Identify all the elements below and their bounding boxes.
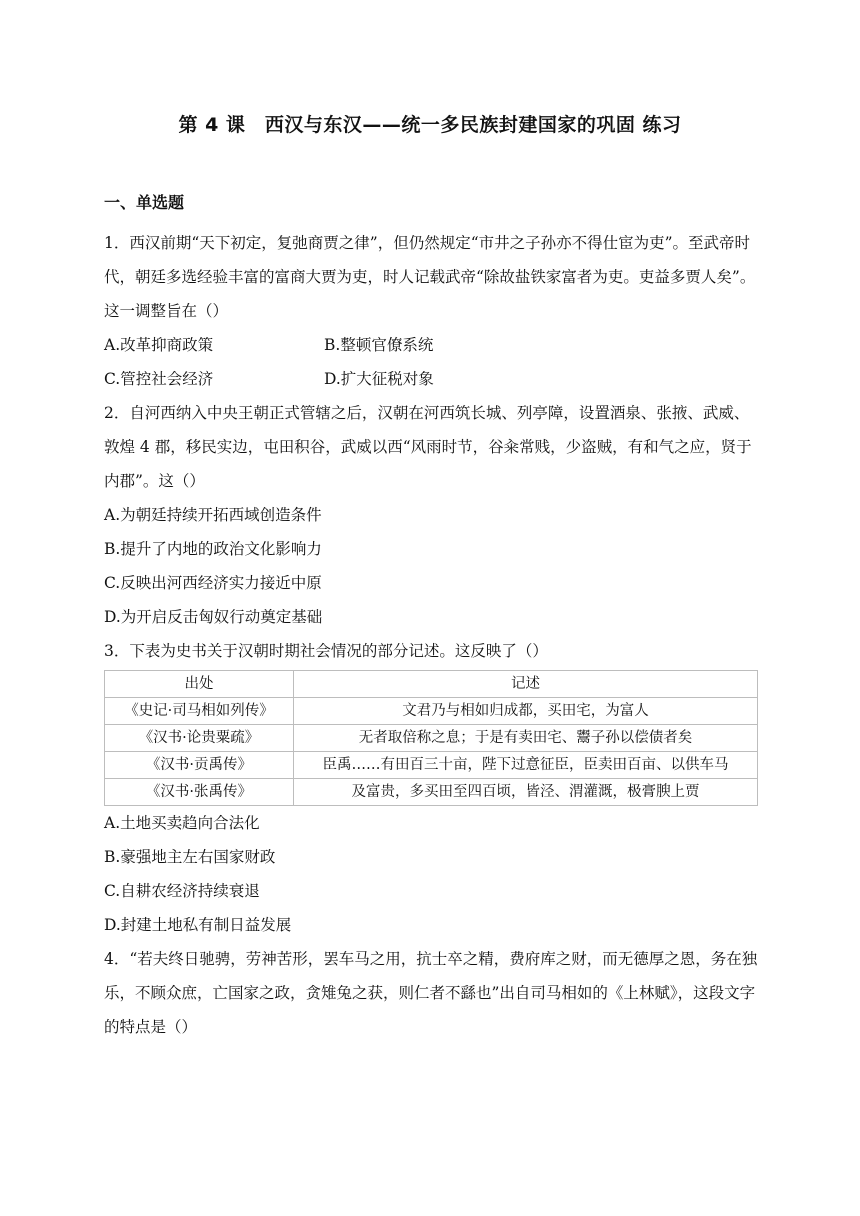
question-2 <box>104 396 760 634</box>
table-cell-text: 无者取倍称之息；于是有卖田宅、鬻子孙以偿债者矣 <box>294 725 758 752</box>
table-row <box>105 725 758 752</box>
option-b[interactable]: B.提升了内地的政治文化影响力 <box>104 540 322 558</box>
table-row <box>105 779 758 806</box>
option-d[interactable]: D.扩大征税对象 <box>324 370 434 388</box>
table-header-row <box>105 671 758 698</box>
question-list <box>104 226 760 1044</box>
option-b[interactable]: B.整顿官僚系统 <box>324 336 434 354</box>
table-row <box>105 698 758 725</box>
question-stem: 1．西汉前期“天下初定，复弛商贾之律”，但仍然规定“市井之子孙亦不得仕宦为吏”。至武帝时代，朝廷多选经验丰富的富商大贾为吏，时人记载武帝“除故盐铁家富者为吏。吏益多贾人矣”。这一调整旨在（） <box>104 234 756 320</box>
table-row <box>105 752 758 779</box>
question-stem: 3．下表为史书关于汉朝时期社会情况的部分记述。这反映了（） <box>104 642 548 660</box>
table-cell-text: 臣禹……有田百三十亩，陛下过意征臣，臣卖田百亩、以供车马 <box>294 752 758 779</box>
table-cell-text: 文君乃与相如归成都，买田宅，为富人 <box>294 698 758 725</box>
table-cell-source: 《汉书·论贵粟疏》 <box>105 725 294 752</box>
option-row <box>104 328 760 362</box>
option-a[interactable]: A.土地买卖趋向合法化 <box>104 814 260 832</box>
section-heading: 一、单选题 <box>104 193 185 212</box>
table-cell-source: 《史记·司马相如列传》 <box>105 698 294 725</box>
table-cell-source: 《汉书·张禹传》 <box>105 779 294 806</box>
question-4 <box>104 942 760 1044</box>
option-b[interactable]: B.豪强地主左右国家财政 <box>104 848 276 866</box>
option-a[interactable]: A.为朝廷持续开拓西域创造条件 <box>104 506 322 524</box>
table-cell-text: 及富贵，多买田至四百顷，皆泾、渭灌溉，极膏腴上贾 <box>294 779 758 806</box>
source-table <box>104 670 758 806</box>
option-c[interactable]: C.管控社会经济 <box>104 370 214 388</box>
option-c[interactable]: C.自耕农经济持续衰退 <box>104 882 260 900</box>
table-header-cell: 记述 <box>294 671 758 698</box>
question-stem: 2．自河西纳入中央王朝正式管辖之后，汉朝在河西筑长城、列亭障，设置酒泉、张掖、武威、敦煌 4 郡，移民实边，屯田积谷，武威以西“风雨时节，谷籴常贱，少盗贼，有和气之应，贤于内郡”。这（） <box>104 404 752 490</box>
option-c[interactable]: C.反映出河西经济实力接近中原 <box>104 574 322 592</box>
option-row <box>104 362 760 396</box>
table-header-cell: 出处 <box>105 671 294 698</box>
option-a[interactable]: A.改革抑商政策 <box>104 336 214 354</box>
option-d[interactable]: D.封建土地私有制日益发展 <box>104 916 292 934</box>
option-d[interactable]: D.为开启反击匈奴行动奠定基础 <box>104 608 323 626</box>
page-title: 第 4 课 西汉与东汉——统一多民族封建国家的巩固 练习 <box>178 114 682 136</box>
question-3 <box>104 634 760 942</box>
table-cell-source: 《汉书·贡禹传》 <box>105 752 294 779</box>
question-1 <box>104 226 760 396</box>
question-stem: 4．“若夫终日驰骋，劳神苦形，罢车马之用，抗士卒之精，费府库之财，而无德厚之恩，务在独乐，不顾众庶，亡国家之政，贪雉兔之获，则仁者不繇也”出自司马相如的《上林赋》，这段文字的特点是（） <box>104 950 758 1036</box>
